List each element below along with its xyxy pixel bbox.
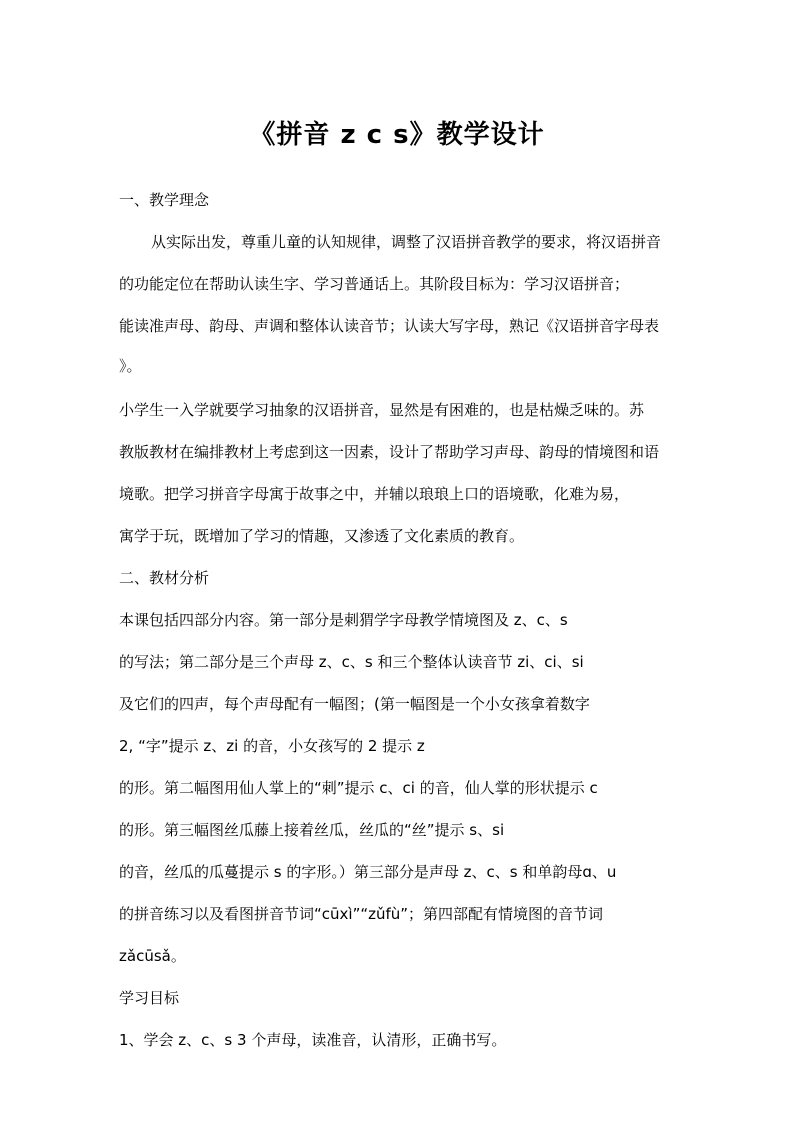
- paragraph-line: 的拼音练习以及看图拼音节词“cūxì”“zǔfù”；第四部配有情境图的音节词: [119, 905, 604, 923]
- goal-item: 1、学会 z、c、s 3 个声母，读准音，认清形，正确书写。: [119, 1031, 507, 1049]
- paragraph-line: 从实际出发，尊重儿童的认知规律，调整了汉语拼音教学的要求，将汉语拼音: [151, 233, 662, 251]
- paragraph-line: 寓学于玩，既增加了学习的情趣，又渗透了文化素质的教育。: [119, 527, 525, 545]
- document-title: 《拼音 z c s》教学设计: [249, 120, 545, 151]
- paragraph-line: zǎcūsǎ。: [119, 947, 186, 965]
- paragraph-line: 本课包括四部分内容。第一部分是刺猬学字母教学情境图及 z、c、s: [119, 611, 568, 629]
- paragraph-line: 教版教材在编排教材上考虑到这一因素，设计了帮助学习声母、韵母的情境图和语: [119, 443, 660, 461]
- paragraph-line: 2, “字”提示 z、zi 的音，小女孩写的 2 提示 z: [119, 737, 425, 755]
- paragraph-line: 境歌。把学习拼音字母寓于故事之中，并辅以琅琅上口的语境歌，化难为易，: [119, 485, 630, 503]
- section-heading-teaching-philosophy: 一、教学理念: [119, 191, 210, 209]
- paragraph-line: 及它们的四声，每个声母配有一幅图；(第一幅图是一个小女孩拿着数字: [119, 695, 590, 713]
- paragraph-line: 的音，丝瓜的瓜蔓提示 s 的字形。）第三部分是声母 z、c、s 和单韵母ɑ、u: [119, 863, 617, 881]
- paragraph-line: 的形。第二幅图用仙人掌上的“刺”提示 c、ci 的音，仙人掌的形状提示 c: [119, 779, 598, 797]
- paragraph-line: 的形。第三幅图丝瓜藤上接着丝瓜，丝瓜的“丝”提示 s、si: [119, 821, 505, 839]
- paragraph-line: 小学生一入学就要学习抽象的汉语拼音，显然是有困难的，也是枯燥乏味的。苏: [119, 401, 645, 419]
- section-heading-material-analysis: 二、教材分析: [119, 569, 210, 587]
- paragraph-line: 能读准声母、韵母、声调和整体认读音节；认读大写字母，熟记《汉语拼音字母表: [119, 317, 660, 335]
- paragraph-line: 》。: [119, 357, 142, 375]
- section-heading-learning-goals: 学习目标: [119, 989, 180, 1007]
- paragraph-line: 的写法；第二部分是三个声母 z、c、s 和三个整体认读音节 zi、ci、si: [119, 653, 584, 671]
- paragraph-line: 的功能定位在帮助认读生字、学习普通话上。其阶段目标为：学习汉语拼音；: [119, 275, 630, 293]
